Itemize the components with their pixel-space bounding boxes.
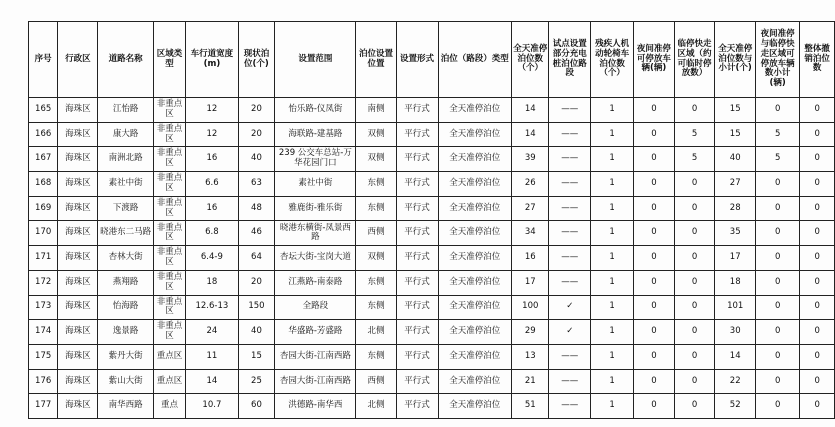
table-cell: 165 xyxy=(29,98,58,123)
table-cell: —— xyxy=(549,270,591,295)
table-cell: 海珠区 xyxy=(58,394,98,419)
table-cell: 18 xyxy=(715,270,756,295)
table-cell: 非重点区 xyxy=(153,246,186,271)
table-cell: 12 xyxy=(186,122,238,147)
table-cell: 平行式 xyxy=(396,344,438,369)
table-cell: 1 xyxy=(591,98,634,123)
table-cell: 0 xyxy=(800,172,835,197)
table-cell: 北侧 xyxy=(356,320,396,345)
table-cell: 0 xyxy=(756,172,800,197)
table-cell: 平行式 xyxy=(396,270,438,295)
table-cell: 12.6-13 xyxy=(186,295,238,320)
table-cell: 晓港东二马路 xyxy=(98,221,153,246)
table-cell: 双侧 xyxy=(356,122,396,147)
table-cell: 172 xyxy=(29,270,58,295)
table-row xyxy=(29,394,835,419)
table-cell: 怡海路 xyxy=(98,295,153,320)
column-header: 夜间准停与临停快走区域可停放车辆数小计(辆) xyxy=(756,22,800,98)
table-cell: 16 xyxy=(186,196,238,221)
table-cell: 0 xyxy=(800,246,835,271)
table-cell: 28 xyxy=(715,196,756,221)
table-cell: 239 公交车总站-万华花园门口 xyxy=(275,147,356,172)
table-cell: 雅鹿街-雅乐街 xyxy=(275,196,356,221)
table-cell: 海珠区 xyxy=(58,221,98,246)
table-cell: 0 xyxy=(800,394,835,419)
table-cell: 杏坛大街-宝岗大道 xyxy=(275,246,356,271)
table-cell: 杏园大街-江南西路 xyxy=(275,369,356,394)
table-cell: 北侧 xyxy=(356,394,396,419)
table-cell: 0 xyxy=(674,320,715,345)
table-cell: —— xyxy=(549,98,591,123)
table-cell: —— xyxy=(549,122,591,147)
table-cell: 全天准停泊位 xyxy=(438,221,512,246)
table-cell: 全天准停泊位 xyxy=(438,394,512,419)
table-cell: 1 xyxy=(591,394,634,419)
table-cell: 40 xyxy=(238,147,275,172)
table-cell: 东侧 xyxy=(356,172,396,197)
table-cell: 全天准停泊位 xyxy=(438,147,512,172)
column-header: 行政区 xyxy=(58,22,98,98)
table-cell: 39 xyxy=(512,147,549,172)
table-row xyxy=(29,221,835,246)
column-header: 整体撤销泊位数 xyxy=(800,22,835,98)
table-cell: 1 xyxy=(591,344,634,369)
table-cell: 全天准停泊位 xyxy=(438,295,512,320)
table-cell: 60 xyxy=(238,394,275,419)
table-cell: 5 xyxy=(756,122,800,147)
table-cell: 非重点区 xyxy=(153,147,186,172)
table-cell: 平行式 xyxy=(396,394,438,419)
table-cell: 13 xyxy=(512,344,549,369)
table-cell: 0 xyxy=(634,221,675,246)
table-cell: 10.7 xyxy=(186,394,238,419)
table-cell: 素社中街 xyxy=(275,172,356,197)
table-cell: 杏林大街 xyxy=(98,246,153,271)
table-cell: 63 xyxy=(238,172,275,197)
table-cell: 非重点区 xyxy=(153,270,186,295)
table-cell: 26 xyxy=(512,172,549,197)
table-cell: 101 xyxy=(715,295,756,320)
table-cell: 175 xyxy=(29,344,58,369)
table-cell: 0 xyxy=(756,221,800,246)
table-cell: 西侧 xyxy=(356,221,396,246)
table-cell: 0 xyxy=(800,270,835,295)
table-cell: 24 xyxy=(186,320,238,345)
table-row xyxy=(29,147,835,172)
table-cell: 平行式 xyxy=(396,122,438,147)
table-cell: 0 xyxy=(800,295,835,320)
table-cell: 非重点区 xyxy=(153,295,186,320)
table-cell: 27 xyxy=(512,196,549,221)
table-cell: 0 xyxy=(756,270,800,295)
table-cell: 0 xyxy=(800,122,835,147)
table-cell: 海珠区 xyxy=(58,369,98,394)
table-row xyxy=(29,320,835,345)
table-cell: —— xyxy=(549,196,591,221)
table-cell: 15 xyxy=(715,98,756,123)
table-cell: 平行式 xyxy=(396,320,438,345)
table-cell: —— xyxy=(549,246,591,271)
table-cell: 1 xyxy=(591,246,634,271)
table-cell: 64 xyxy=(238,246,275,271)
table-cell: 14 xyxy=(512,122,549,147)
table-cell: 1 xyxy=(591,221,634,246)
table-cell: 0 xyxy=(634,246,675,271)
column-header: 设置形式 xyxy=(396,22,438,98)
table-cell: 海珠区 xyxy=(58,196,98,221)
table-cell: 西侧 xyxy=(356,369,396,394)
table-cell: 1 xyxy=(591,172,634,197)
table-cell: 5 xyxy=(756,147,800,172)
table-cell: 0 xyxy=(634,147,675,172)
table-cell: 南华西路 xyxy=(98,394,153,419)
table-cell: 15 xyxy=(238,344,275,369)
column-header: 泊位设置位置 xyxy=(356,22,396,98)
table-cell: 1 xyxy=(591,320,634,345)
table-cell: 0 xyxy=(634,369,675,394)
table-cell: 177 xyxy=(29,394,58,419)
table-cell: 平行式 xyxy=(396,147,438,172)
table-cell: 30 xyxy=(715,320,756,345)
table-cell: 0 xyxy=(756,196,800,221)
table-cell: 海珠区 xyxy=(58,320,98,345)
table-cell: 非重点区 xyxy=(153,98,186,123)
table-cell: 0 xyxy=(800,196,835,221)
table-cell: 重点区 xyxy=(153,369,186,394)
table-cell: 晓港东横街-凤景西路 xyxy=(275,221,356,246)
table-cell: 0 xyxy=(674,98,715,123)
table-cell: 平行式 xyxy=(396,295,438,320)
table-cell: 素社中街 xyxy=(98,172,153,197)
table-cell: 平行式 xyxy=(396,369,438,394)
table-cell: 0 xyxy=(756,320,800,345)
table-cell: —— xyxy=(549,369,591,394)
column-header: 现状泊位(个) xyxy=(238,22,275,98)
table-cell: 14 xyxy=(512,98,549,123)
table-cell: 东侧 xyxy=(356,344,396,369)
table-cell: 1 xyxy=(591,196,634,221)
table-cell: 0 xyxy=(634,172,675,197)
table-cell: 0 xyxy=(756,369,800,394)
table-cell: ✓ xyxy=(549,320,591,345)
table-cell: 平行式 xyxy=(396,98,438,123)
table-cell: 100 xyxy=(512,295,549,320)
column-header: 区域类型 xyxy=(153,22,186,98)
table-row xyxy=(29,246,835,271)
column-header: 残疾人机动轮椅车泊位数（个） xyxy=(591,22,634,98)
table-cell: 逸景路 xyxy=(98,320,153,345)
table-cell: 0 xyxy=(674,172,715,197)
table-cell: 非重点区 xyxy=(153,172,186,197)
table-cell: 0 xyxy=(634,122,675,147)
table-cell: 全天准停泊位 xyxy=(438,270,512,295)
table-cell: 1 xyxy=(591,369,634,394)
table-cell: 16 xyxy=(186,147,238,172)
table-cell: 169 xyxy=(29,196,58,221)
table-row xyxy=(29,172,835,197)
table-cell: 6.8 xyxy=(186,221,238,246)
table-cell: 全天准停泊位 xyxy=(438,320,512,345)
table-cell: 全天准停泊位 xyxy=(438,98,512,123)
table-row xyxy=(29,270,835,295)
table-cell: 20 xyxy=(238,122,275,147)
table-cell: 海珠区 xyxy=(58,147,98,172)
table-cell: 海珠区 xyxy=(58,122,98,147)
table-row xyxy=(29,196,835,221)
table-cell: 52 xyxy=(715,394,756,419)
table-cell: 0 xyxy=(634,394,675,419)
table-cell: 6.6 xyxy=(186,172,238,197)
table-cell: 167 xyxy=(29,147,58,172)
table-cell: 东侧 xyxy=(356,270,396,295)
table-cell: 全天准停泊位 xyxy=(438,369,512,394)
table-cell: —— xyxy=(549,344,591,369)
table-cell: 杏园大街-江南西路 xyxy=(275,344,356,369)
table-cell: 全天准停泊位 xyxy=(438,122,512,147)
table-cell: 20 xyxy=(238,98,275,123)
table-row xyxy=(29,122,835,147)
table-cell: 0 xyxy=(756,394,800,419)
table-cell: 海联路-建基路 xyxy=(275,122,356,147)
column-header: 序号 xyxy=(29,22,58,98)
table-cell: 非重点区 xyxy=(153,221,186,246)
table-cell: 20 xyxy=(238,270,275,295)
table-cell: 全路段 xyxy=(275,295,356,320)
table-cell: 0 xyxy=(800,98,835,123)
table-cell: 全天准停泊位 xyxy=(438,172,512,197)
table-cell: 全天准停泊位 xyxy=(438,344,512,369)
table-cell: 171 xyxy=(29,246,58,271)
table-cell: 洪德路-南华西 xyxy=(275,394,356,419)
table-cell: 0 xyxy=(674,344,715,369)
table-cell: 18 xyxy=(186,270,238,295)
table-cell: 6.4-9 xyxy=(186,246,238,271)
table-cell: 16 xyxy=(512,246,549,271)
table-cell: 重点区 xyxy=(153,344,186,369)
table-cell: 全天准停泊位 xyxy=(438,246,512,271)
table-cell: —— xyxy=(549,394,591,419)
table-cell: 双侧 xyxy=(356,147,396,172)
table-cell: 17 xyxy=(512,270,549,295)
table-cell: 176 xyxy=(29,369,58,394)
table-cell: 平行式 xyxy=(396,246,438,271)
table-cell: 海珠区 xyxy=(58,246,98,271)
column-header: 道路名称 xyxy=(98,22,153,98)
table-cell: 174 xyxy=(29,320,58,345)
parking-table xyxy=(28,21,835,419)
table-cell: 全天准停泊位 xyxy=(438,196,512,221)
table-cell: —— xyxy=(549,221,591,246)
table-cell: 1 xyxy=(591,270,634,295)
table-cell: 40 xyxy=(715,147,756,172)
table-cell: 非重点区 xyxy=(153,122,186,147)
table-cell: 17 xyxy=(715,246,756,271)
table-cell: 0 xyxy=(756,246,800,271)
table-cell: 12 xyxy=(186,98,238,123)
table-cell: 173 xyxy=(29,295,58,320)
column-header: 泊位（路段）类型 xyxy=(438,22,512,98)
table-cell: 紫丹大街 xyxy=(98,344,153,369)
table-cell: 1 xyxy=(591,122,634,147)
table-cell: 0 xyxy=(634,196,675,221)
table-cell: 168 xyxy=(29,172,58,197)
table-cell: 康大路 xyxy=(98,122,153,147)
table-cell: 0 xyxy=(756,295,800,320)
table-cell: 海珠区 xyxy=(58,344,98,369)
table-cell: 21 xyxy=(512,369,549,394)
table-cell: 150 xyxy=(238,295,275,320)
table-cell: 46 xyxy=(238,221,275,246)
table-cell: —— xyxy=(549,172,591,197)
table-row xyxy=(29,295,835,320)
column-header: 夜间准停可停放车辆(辆) xyxy=(634,22,675,98)
table-cell: 5 xyxy=(674,122,715,147)
table-cell: 0 xyxy=(800,344,835,369)
table-cell: 紫山大街 xyxy=(98,369,153,394)
table-cell: 重点 xyxy=(153,394,186,419)
table-cell: 0 xyxy=(674,221,715,246)
table-row xyxy=(29,98,835,123)
table-cell: 34 xyxy=(512,221,549,246)
table-cell: 166 xyxy=(29,122,58,147)
table-cell: 0 xyxy=(674,295,715,320)
table-cell: 1 xyxy=(591,147,634,172)
table-cell: 0 xyxy=(674,196,715,221)
table-cell: 0 xyxy=(674,369,715,394)
column-header: 车行道宽度(m) xyxy=(186,22,238,98)
table-cell: —— xyxy=(549,147,591,172)
column-header: 设置范围 xyxy=(275,22,356,98)
table-row xyxy=(29,369,835,394)
table-cell: 海珠区 xyxy=(58,98,98,123)
column-header: 临停快走区域（约可临时停放数） xyxy=(674,22,715,98)
table-cell: 27 xyxy=(715,172,756,197)
table-cell: 0 xyxy=(756,98,800,123)
table-cell: 0 xyxy=(756,344,800,369)
table-cell: 0 xyxy=(674,246,715,271)
table-cell: ✓ xyxy=(549,295,591,320)
table-cell: 双侧 xyxy=(356,246,396,271)
table-cell: 29 xyxy=(512,320,549,345)
table-cell: 40 xyxy=(238,320,275,345)
column-header: 试点设置部分充电桩泊位路段 xyxy=(549,22,591,98)
table-cell: 东侧 xyxy=(356,196,396,221)
table-cell: 35 xyxy=(715,221,756,246)
table-cell: 14 xyxy=(715,344,756,369)
table-cell: 华盛路-芳盛路 xyxy=(275,320,356,345)
column-header: 全天准停泊位数与小计(个) xyxy=(715,22,756,98)
table-cell: 南侧 xyxy=(356,98,396,123)
table-cell: 0 xyxy=(634,270,675,295)
table-cell: 南洲北路 xyxy=(98,147,153,172)
table-cell: 下渡路 xyxy=(98,196,153,221)
table-cell: 1 xyxy=(591,295,634,320)
header-row xyxy=(29,22,835,98)
table-cell: 48 xyxy=(238,196,275,221)
table-cell: 0 xyxy=(800,320,835,345)
table-cell: 0 xyxy=(674,270,715,295)
table-cell: 东侧 xyxy=(356,295,396,320)
table-cell: 0 xyxy=(800,221,835,246)
table-cell: 平行式 xyxy=(396,196,438,221)
table-cell: 非重点区 xyxy=(153,196,186,221)
table-cell: 11 xyxy=(186,344,238,369)
table-cell: 非重点区 xyxy=(153,320,186,345)
table-row xyxy=(29,344,835,369)
table-body xyxy=(29,98,835,419)
table-cell: 平行式 xyxy=(396,221,438,246)
column-header: 全天准停泊位数（个） xyxy=(512,22,549,98)
table-cell: 22 xyxy=(715,369,756,394)
table-cell: 怡乐路-仪凤街 xyxy=(275,98,356,123)
table-cell: 海珠区 xyxy=(58,295,98,320)
table-cell: 燕翔路 xyxy=(98,270,153,295)
table-cell: 0 xyxy=(674,394,715,419)
table-cell: 25 xyxy=(238,369,275,394)
table-cell: 0 xyxy=(634,344,675,369)
table-cell: 15 xyxy=(715,122,756,147)
table-cell: 0 xyxy=(634,295,675,320)
table-cell: 0 xyxy=(634,320,675,345)
table-cell: 0 xyxy=(800,369,835,394)
table-cell: 5 xyxy=(674,147,715,172)
table-cell: 0 xyxy=(634,98,675,123)
table-cell: 江怡路 xyxy=(98,98,153,123)
table-cell: 江燕路-南泰路 xyxy=(275,270,356,295)
table-cell: 51 xyxy=(512,394,549,419)
table-cell: 0 xyxy=(800,147,835,172)
table-cell: 14 xyxy=(186,369,238,394)
table-cell: 170 xyxy=(29,221,58,246)
table-cell: 平行式 xyxy=(396,172,438,197)
table-cell: 海珠区 xyxy=(58,270,98,295)
table-cell: 海珠区 xyxy=(58,172,98,197)
